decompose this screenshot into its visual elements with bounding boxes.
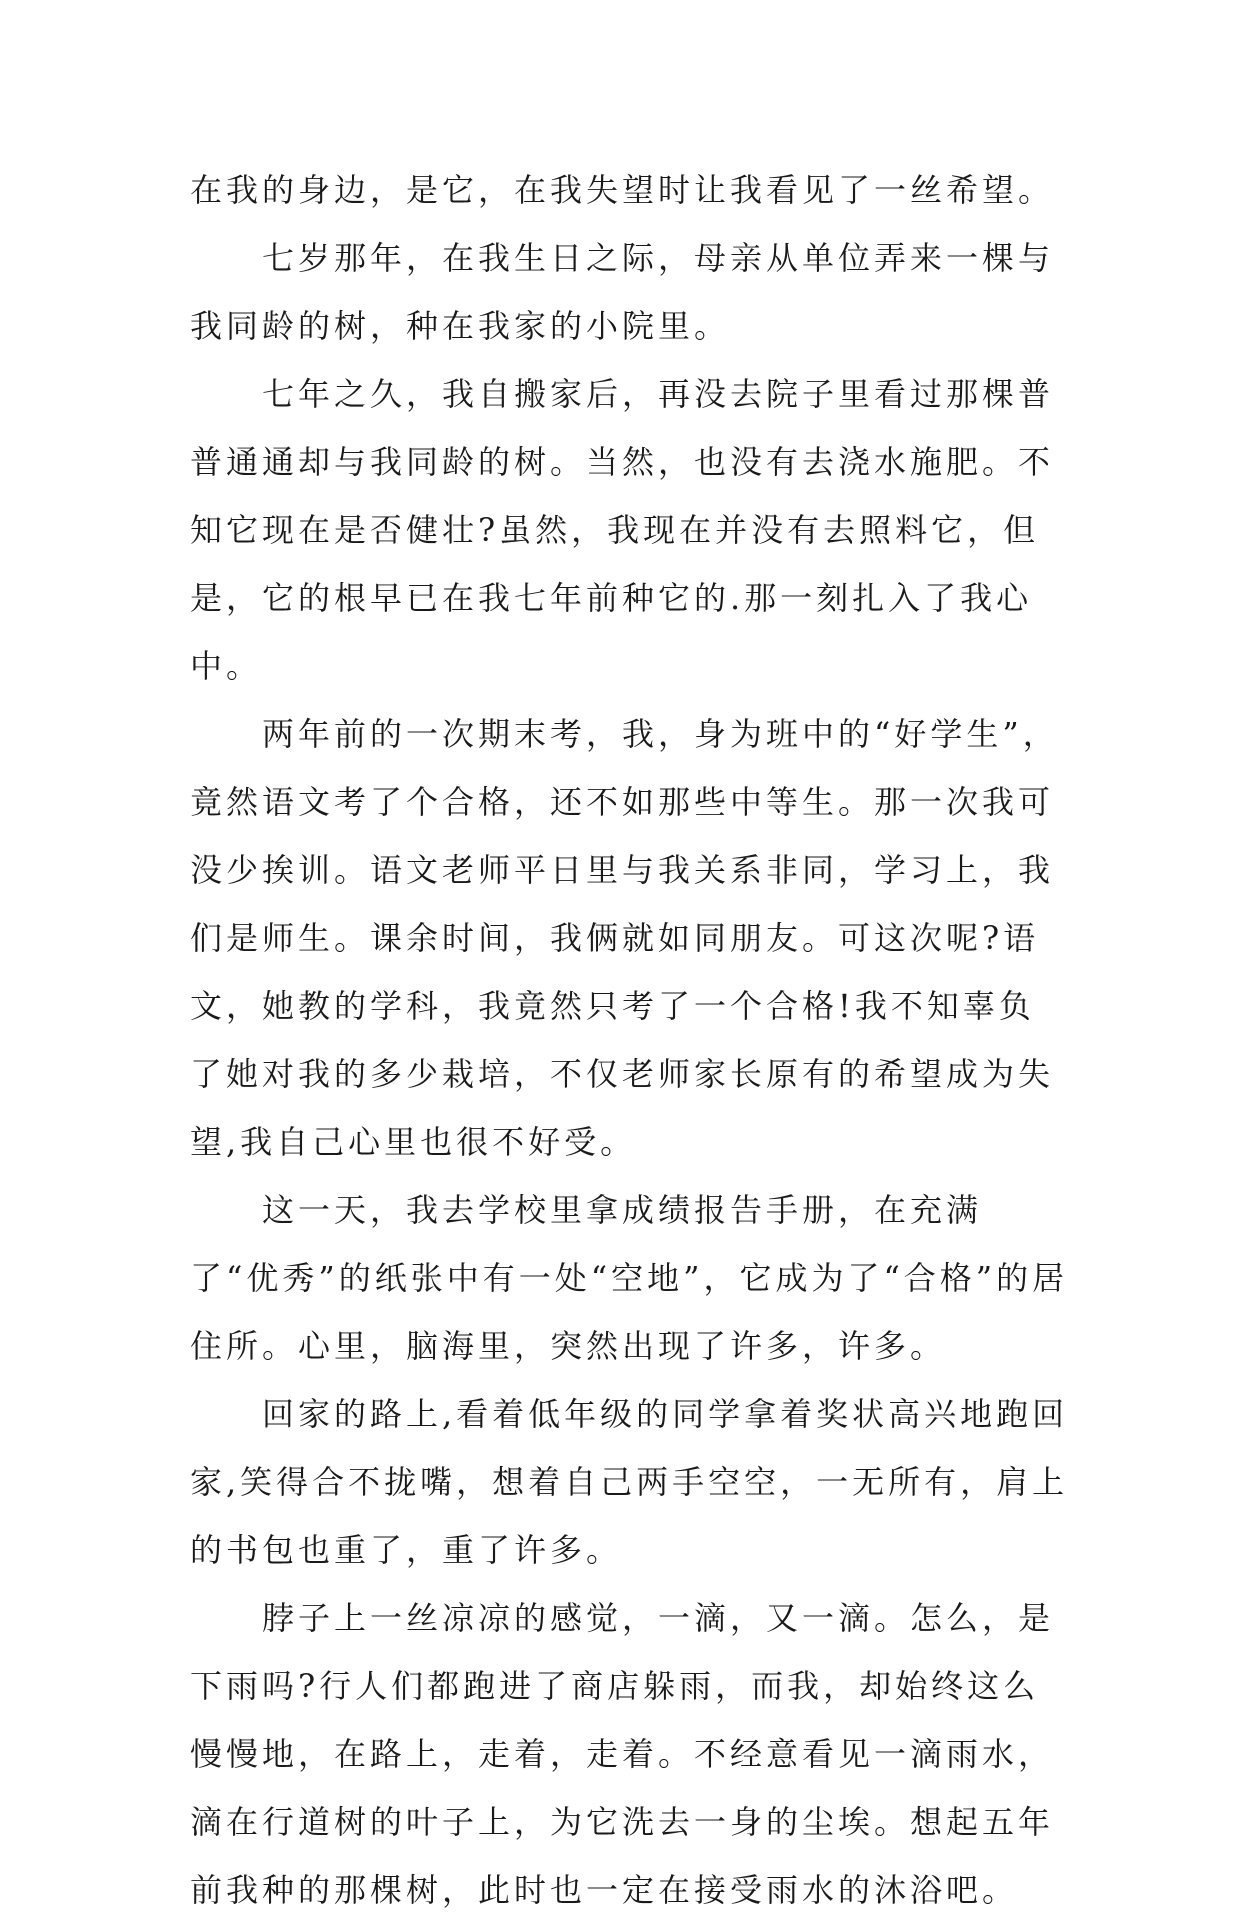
paragraph: 脖子上一丝凉凉的感觉，一滴，又一滴。怎么，是下雨吗?行人们都跑进了商店躲雨，而我，却始终这么慢慢地，在路上，走着，走着。不经意看见一滴雨水，滴在行道树的叶子上，为它洗去一身的尘埃。想起五年前我种的那棵树，此时也一定在接受雨水的沐浴吧。 xyxy=(190,1599,1055,1909)
paragraph: 七岁那年，在我生日之际，母亲从单位弄来一棵与我同龄的树，种在我家的小院里。 xyxy=(190,239,1055,345)
paragraph: 回家的路上,看着低年级的同学拿着奖状高兴地跑回家,笑得合不拢嘴，想着自己两手空空，一无所有，肩上的书包也重了，重了许多。 xyxy=(190,1395,1069,1569)
paragraph-continuation: 在我的身边，是它，在我失望时让我看见了一丝希望。 xyxy=(190,171,1055,209)
paragraph: 这一天，我去学校里拿成绩报告手册，在充满了“优秀”的纸张中有一处“空地”，它成为了“合格”的居住所。心里，脑海里，突然出现了许多，许多。 xyxy=(190,1191,1069,1365)
paragraph: 七年之久，我自搬家后，再没去院子里看过那棵普普通通却与我同龄的树。当然，也没有去浇水施肥。不知它现在是否健壮?虽然，我现在并没有去照料它，但是，它的根早已在我七年前种它的.那一刻扎入了我心中。 xyxy=(190,375,1055,685)
essay-body xyxy=(190,156,1070,1924)
paragraph: 两年前的一次期末考，我，身为班中的“好学生”，竟然语文考了个合格，还不如那些中等生。那一次我可没少挨训。语文老师平日里与我关系非同，学习上，我们是师生。课余时间，我俩就如同朋友。可这次呢?语文，她教的学科，我竟然只考了一个合格!我不知辜负了她对我的多少栽培，不仅老师家长原有的希望成为失望,我自己心里也很不好受。 xyxy=(190,715,1059,1161)
